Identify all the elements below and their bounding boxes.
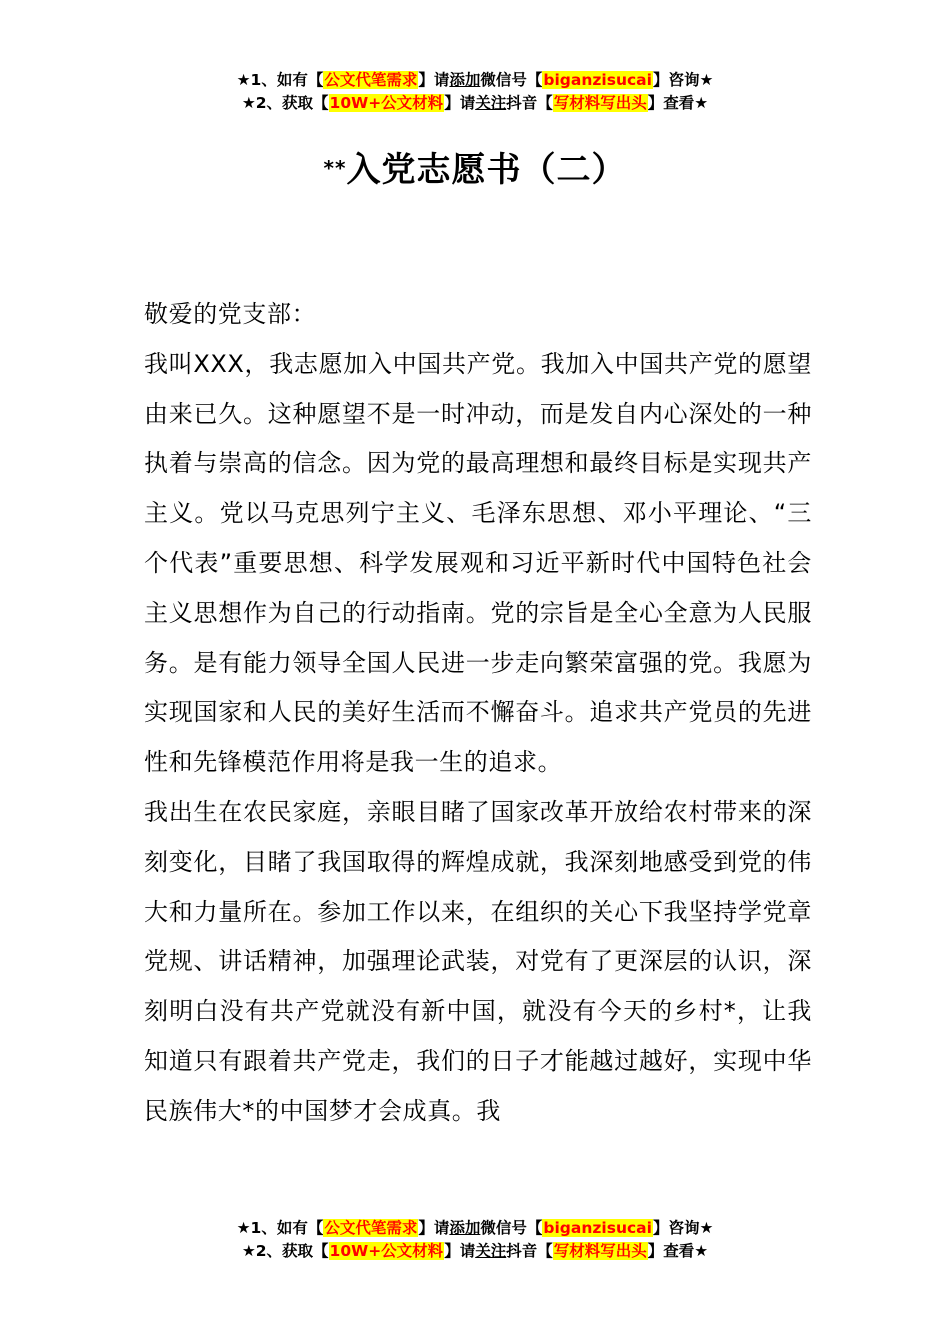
- highlight-service: 公文代笔需求: [324, 71, 418, 89]
- emphasis-follow: 关注: [475, 94, 507, 112]
- banner-line-1: ★1、如有【公文代笔需求】请添加微信号【biganzisucai】咨询★: [236, 71, 714, 89]
- paragraph-2: 我出生在农民家庭，亲眼目睹了国家改革开放给农村带来的深刻变化，目睹了我国取得的辉煌成就，我深刻地感受到党的伟大和力量所在。参加工作以来，在组织的关心下我坚持学党章党规、讲话精神，加强理论武装，对党有了更深层的认识，深刻明白没有共产党就没有新中国，就没有今天的乡村*，让我知道只有跟着共产党走，我们的日子才能越过越好，实现中华民族伟大*的中国梦才会成真。我: [144, 797, 812, 1125]
- highlight-service: 公文代笔需求: [324, 1219, 418, 1237]
- title-text: 入党志愿书（二）: [346, 150, 627, 190]
- emphasis-follow: 关注: [475, 1242, 507, 1260]
- emphasis-add: 添加: [449, 1219, 481, 1237]
- highlight-douyin-id: 写材料写出头: [553, 94, 647, 112]
- highlight-materials: 10W+公文材料: [329, 94, 444, 112]
- footer-banner: [0, 1217, 950, 1263]
- salutation: 敬爱的党支部：: [144, 300, 317, 328]
- highlight-douyin-id: 写材料写出头: [553, 1242, 647, 1260]
- banner-line-1: ★1、如有【公文代笔需求】请添加微信号【biganzisucai】咨询★: [236, 1219, 714, 1237]
- highlight-wechat-id: biganzisucai: [543, 1219, 652, 1237]
- title-mark: **: [323, 156, 347, 180]
- document-body: [144, 290, 812, 1137]
- highlight-wechat-id: biganzisucai: [543, 71, 652, 89]
- banner-line-2: ★2、获取【10W+公文材料】请关注抖音【写材料写出头】查看★: [241, 94, 709, 112]
- header-banner: [0, 69, 950, 115]
- paragraph-1: 我叫XXX，我志愿加入中国共产党。我加入中国共产党的愿望由来已久。这种愿望不是一时冲动，而是发自内心深处的一种执着与崇高的信念。因为党的最高理想和最终目标是实现共产主义。党以马克思列宁主义、毛泽东思想、邓小平理论、“三个代表”重要思想、科学发展观和习近平新时代中国特色社会主义思想作为自己的行动指南。党的宗旨是全心全意为人民服务。是有能力领导全国人民进一步走向繁荣富强的党。我愿为实现国家和人民的美好生活而不懈奋斗。追求共产党员的先进性和先锋模范作用将是我一生的追求。: [144, 349, 812, 777]
- page-title: [0, 148, 950, 192]
- highlight-materials: 10W+公文材料: [329, 1242, 444, 1260]
- emphasis-add: 添加: [449, 71, 481, 89]
- banner-line-2: ★2、获取【10W+公文材料】请关注抖音【写材料写出头】查看★: [241, 1242, 709, 1260]
